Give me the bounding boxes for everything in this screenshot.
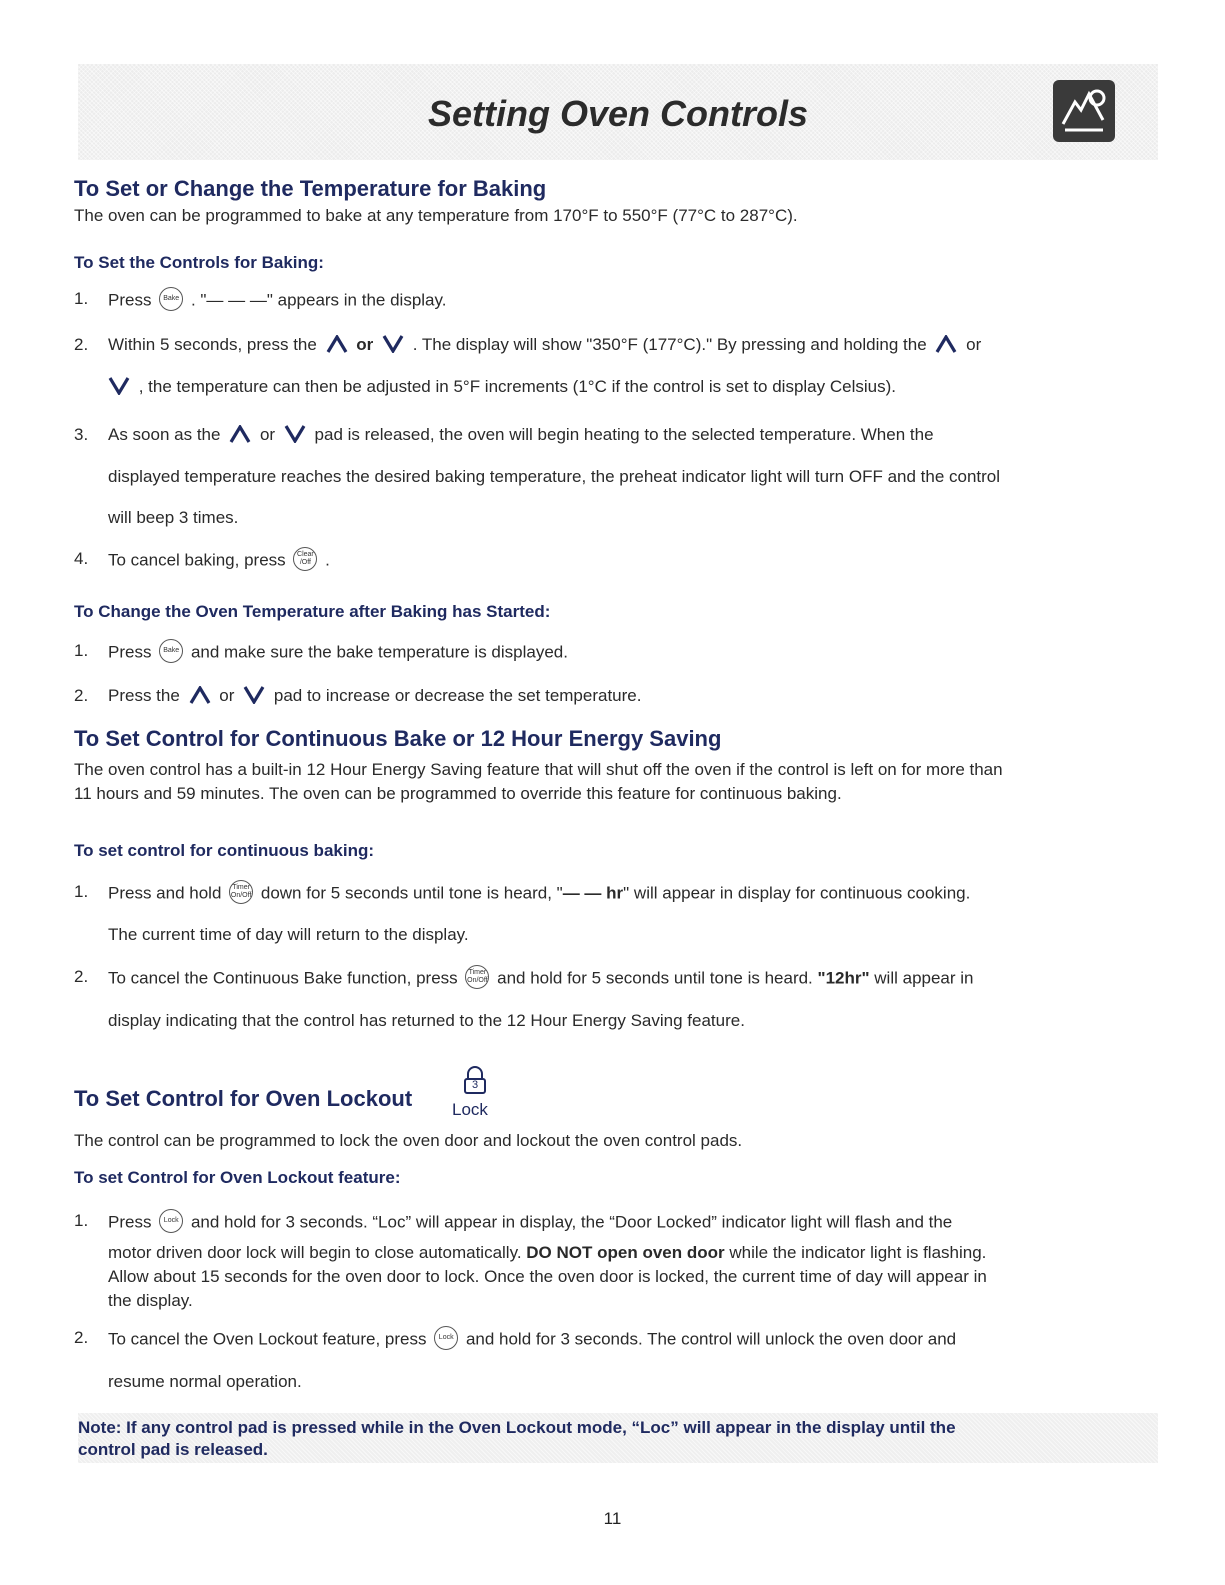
lock-pad-icon (159, 1209, 183, 1233)
step-text-continued: resume normal operation. (108, 1372, 302, 1391)
text: while the indicator light is flashing. (729, 1243, 987, 1262)
text: As soon as the (108, 425, 221, 444)
continuous-intro-line2: 11 hours and 59 minutes. The oven can be programmed to override this feature for continuous baking. (74, 784, 842, 803)
step-text-continued: will beep 3 times. (108, 508, 239, 527)
pad-label: Bake (163, 647, 180, 654)
pad-label: On/Off (230, 892, 252, 899)
pad-label: On/Off (467, 977, 488, 984)
text: and hold for 3 seconds. “Loc” will appear in display, the “Door Locked” indicator light will flash and the (190, 1212, 953, 1232)
step-text (108, 1328, 956, 1352)
text: or (356, 335, 374, 354)
text: and hold for 3 seconds. The control will unlock the oven door and (465, 1329, 957, 1349)
subheading-change-temp: To Change the Oven Temperature after Baking has Started: (74, 602, 551, 621)
text: pad to increase or decrease the set temperature. (273, 686, 642, 705)
text: or (219, 686, 235, 705)
step-text (108, 335, 981, 355)
text: To cancel the Continuous Bake function, press (108, 968, 458, 988)
step-text-continued (108, 1243, 986, 1263)
text: . The display will show "350°F (177°C)." By pressing and holding the (412, 335, 927, 354)
pad-label: /Off (299, 559, 311, 566)
section-heading-baking: To Set or Change the Temperature for Baking (74, 176, 547, 201)
baking-intro: The oven can be programmed to bake at any temperature from 170°F to 550°F (77°C to 287°C). (74, 206, 798, 225)
note-line: control pad is released. (78, 1440, 268, 1459)
page-title: Setting Oven Controls (427, 93, 809, 134)
step-number: 1. (74, 641, 89, 660)
timer-on-off-pad-icon (465, 965, 489, 989)
text: To cancel baking, press (108, 550, 286, 570)
step-text (108, 882, 970, 906)
subheading-set-controls: To Set the Controls for Baking: (74, 253, 324, 272)
step-text-continued: displayed temperature reaches the desired baking temperature, the preheat indicator light will turn OFF and the control (108, 467, 1001, 486)
text: Press the (108, 686, 180, 705)
down-arrow-icon (284, 425, 306, 443)
note-box (78, 1413, 1158, 1463)
text: To cancel the Oven Lockout feature, press (108, 1329, 427, 1349)
step-text (108, 641, 568, 665)
pad-label: Timer (232, 884, 250, 891)
down-arrow-icon (243, 686, 265, 704)
step-text (108, 686, 641, 706)
text: . "— — —" appears in the display. (190, 290, 447, 310)
lock-label: Lock (452, 1100, 488, 1119)
subheading-lockout-feature: To set Control for Oven Lockout feature: (74, 1168, 401, 1187)
text: or (259, 425, 276, 444)
step-text (108, 289, 446, 313)
step-text (108, 967, 974, 991)
up-arrow-icon (229, 425, 251, 443)
text: . (325, 550, 330, 570)
timer-on-off-pad-icon (229, 880, 253, 904)
page-number: 11 (603, 1509, 622, 1528)
text: " will appear in display for continuous cooking. (623, 883, 971, 903)
pad-label: Clear (297, 551, 314, 558)
step-number: 1. (74, 882, 89, 901)
text: and make sure the bake temperature is displayed. (190, 642, 568, 662)
text: Press (108, 1212, 152, 1232)
step-number: 2. (74, 1328, 89, 1347)
text: and hold for 5 seconds until tone is heard. (497, 968, 813, 988)
step-number: 2. (74, 967, 89, 986)
up-arrow-icon (326, 335, 348, 353)
text: — — hr (562, 883, 624, 903)
step-number: 1. (74, 289, 89, 308)
down-arrow-icon (108, 377, 130, 395)
lock-pad-icon (434, 1326, 458, 1350)
step-text-continued (108, 377, 896, 397)
step-text-continued: the display. (108, 1291, 193, 1310)
step-text-continued: Allow about 15 seconds for the oven door to lock. Once the oven door is locked, the current time of day will appear in (108, 1267, 987, 1286)
section-heading-lockout: To Set Control for Oven Lockout (74, 1086, 413, 1111)
step-number: 1. (74, 1211, 89, 1230)
pad-label: Lock (438, 1334, 454, 1341)
step-text (108, 425, 934, 445)
text: pad is released, the oven will begin heating to the selected temperature. When the (314, 425, 934, 444)
text: Press (108, 290, 152, 310)
step-number: 3. (74, 425, 89, 444)
pad-label: Lock (163, 1217, 179, 1224)
pad-label: Bake (163, 295, 180, 302)
step-number: 2. (74, 335, 89, 354)
text: down for 5 seconds until tone is heard, " (260, 883, 563, 903)
text: motor driven door lock will begin to close automatically. (108, 1243, 522, 1262)
bake-pad-icon (159, 287, 183, 311)
text: or (966, 335, 982, 354)
bake-pad-icon (159, 639, 183, 663)
note-line: Note: If any control pad is pressed while in the Oven Lockout mode, “Loc” will appear in the display until the (78, 1418, 956, 1437)
text: Within 5 seconds, press the (108, 335, 317, 354)
lock-icon (452, 1066, 496, 1122)
oven-controls-icon (1053, 80, 1115, 142)
up-arrow-icon (189, 686, 211, 704)
continuous-intro-line1: The oven control has a built-in 12 Hour Energy Saving feature that will shut off the oven if the control is left on for more than (74, 760, 1003, 779)
text: "12hr" (817, 968, 870, 988)
clear-off-pad-icon (293, 547, 317, 571)
step-text-continued: The current time of day will return to the display. (108, 925, 469, 944)
step-text-continued: display indicating that the control has returned to the 12 Hour Energy Saving feature. (108, 1011, 745, 1030)
text: Press and hold (108, 883, 222, 903)
note-text (78, 1417, 956, 1461)
section-heading-continuous-bake: To Set Control for Continuous Bake or 12 Hour Energy Saving (74, 726, 722, 751)
step-text (108, 549, 330, 573)
pad-label: Timer (468, 969, 487, 976)
step-text (108, 1211, 952, 1235)
lockout-intro: The control can be programmed to lock the oven door and lockout the oven control pads. (74, 1131, 743, 1150)
step-number: 4. (74, 549, 89, 568)
text: , the temperature can then be adjusted in 5°F increments (1°C if the control is set to display Celsius). (138, 377, 896, 396)
header-banner (78, 64, 1158, 160)
down-arrow-icon (382, 335, 404, 353)
subheading-continuous-baking: To set control for continuous baking: (74, 841, 375, 860)
text: Press (108, 642, 152, 662)
step-number: 2. (74, 686, 89, 705)
up-arrow-icon (935, 335, 957, 353)
text: DO NOT open oven door (526, 1243, 725, 1262)
lock-number: 3 (471, 1079, 479, 1091)
text: will appear in (874, 968, 974, 988)
